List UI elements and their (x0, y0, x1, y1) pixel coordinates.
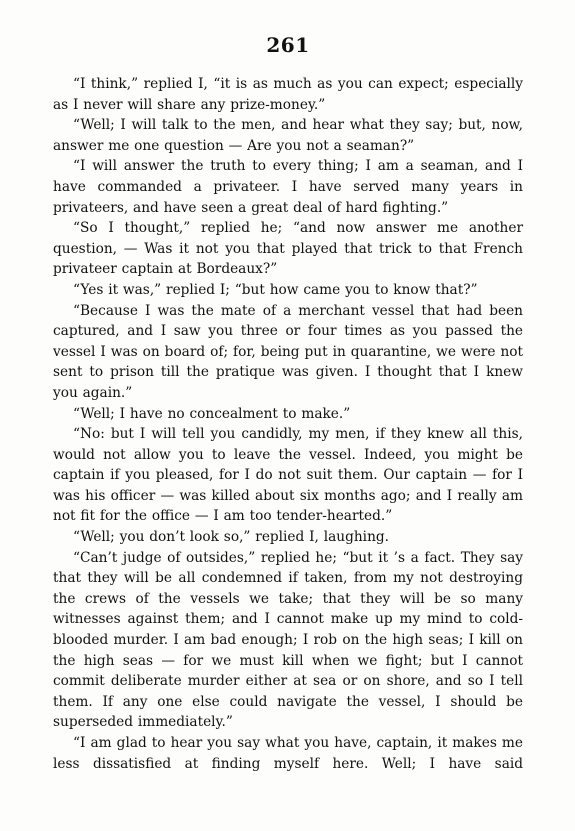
body-text (53, 74, 523, 774)
paragraph: “Can’t judge of outsides,” replied he; “but it ’s a fact. They say that they will be all condemned if taken, from my not destroying the crews of the vessels we take; that they will be so many witnesses against them; and I cannot make up my mind to cold-blooded murder. I am bad enough; I rob on the high seas; I kill on the high seas — for we must kill when we fight; but I cannot commit deliberate murder either at sea or on shore, and so I tell them. If any one else could navigate the vessel, I should be superseded immediately.” (53, 549, 523, 731)
paragraph: “Well; I have no concealment to make.” (73, 405, 351, 422)
paragraph: “No: but I will tell you candidly, my men, if they knew all this, would not allow you to leave the vessel. Indeed, you might be captain if you pleased, for I do not suit them. Our captain — for I was his officer — was killed about six months ago; and I really am not fit for the office — I am too tender-hearted.” (53, 426, 523, 525)
paragraph: “I think,” replied I, “it is as much as you can expect; especially as I never will share any prize-money.” (53, 76, 523, 113)
paragraph: “Because I was the mate of a merchant vessel that had been captured, and I saw you three or four times as you passed the vessel I was on board of; for, being put in quarantine, we were not sent to prison till the pratique was given. I thought that I knew you again.” (53, 302, 523, 401)
paragraph: “I am glad to hear you say what you have, captain, it makes me less dissatisfied at finding myself here. Well; I have said (53, 735, 523, 772)
page-number: 261 (266, 33, 310, 57)
paragraph: “Well; I will talk to the men, and hear what they say; but, now, answer me one question — Are you not a seaman?” (53, 117, 523, 154)
paragraph: “I will answer the truth to every thing; I am a seaman, and I have commanded a privateer. I have served many years in privateers, and have seen a great deal of hard fighting.” (53, 158, 523, 216)
paragraph: “Yes it was,” replied I; “but how came you to know that?” (73, 281, 478, 298)
book-page (53, 0, 523, 774)
paragraph: “So I thought,” replied he; “and now answer me another question, — Was it not you that played that trick to that French privateer captain at Bordeaux?” (53, 220, 523, 278)
paragraph: “Well; you don’t look so,” replied I, laughing. (73, 529, 389, 546)
